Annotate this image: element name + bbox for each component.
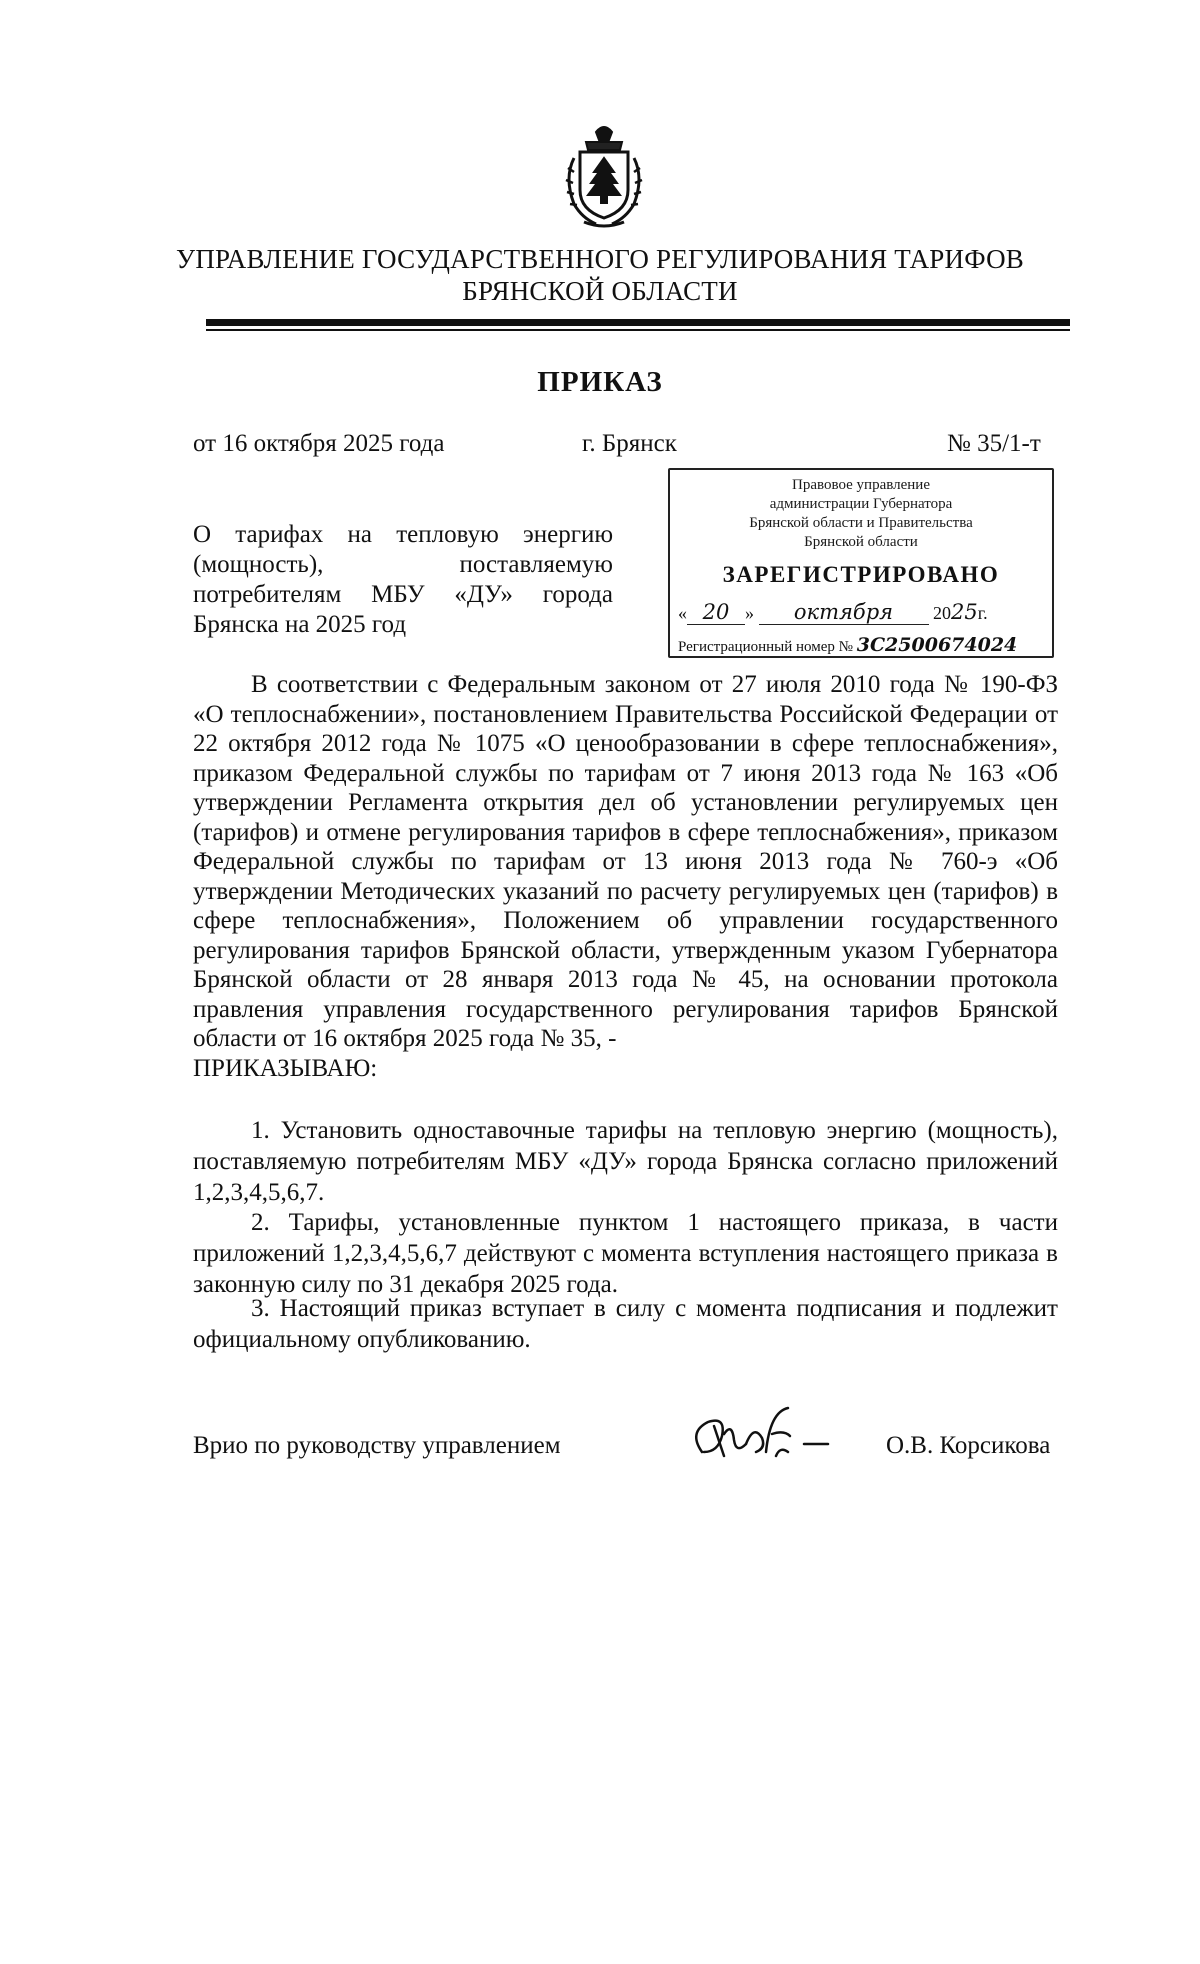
subject-line: потребителям МБУ «ДУ» города: [193, 581, 613, 608]
document-title: ПРИКАЗ: [537, 366, 663, 398]
subject-line: Брянска на 2025 год: [193, 611, 407, 638]
stamp-year-prefix: 20: [933, 603, 951, 623]
preamble-paragraph: [193, 670, 1058, 1083]
stamp-line: Брянской области и Правительства: [749, 515, 973, 531]
header-rule-thin: [206, 329, 1070, 331]
stamp-header: [670, 476, 1052, 552]
stamp-reg-label: Регистрационный номер №: [678, 639, 853, 655]
document-number: № 35/1-т: [947, 430, 1041, 457]
order-item-1: 1. Установить одноставочные тарифы на тепловую энергию (мощность), поставляемую потребителям МБУ «ДУ» города Брянска согласно приложений 1,2,3,4,5,6,7.: [193, 1117, 1058, 1206]
organization-name-line1: УПРАВЛЕНИЕ ГОСУДАРСТВЕННОГО РЕГУЛИРОВАНИЯ ТАРИФОВ: [176, 244, 1024, 274]
order-word: ПРИКАЗЫВАЮ:: [193, 1054, 378, 1082]
registration-stamp: [668, 468, 1054, 658]
order-item-2: 2. Тарифы, установленные пунктом 1 настоящего приказа, в части приложений 1,2,3,4,5,6,7 действуют с момента вступления настоящего приказа в законную силу по 31 декабря 2025 года.: [193, 1209, 1058, 1298]
signatory-name: О.В. Корсикова: [886, 1432, 1051, 1459]
stamp-year-end: г.: [977, 603, 988, 623]
stamp-line: Правовое управление: [792, 477, 930, 493]
stamp-line: Брянской области: [804, 534, 918, 550]
stamp-reg-number: 3С2500674024: [856, 634, 1018, 656]
document-subject: [193, 520, 613, 640]
stamp-day: 20: [687, 600, 745, 625]
order-item-3: 3. Настоящий приказ вступает в силу с момента подписания и подлежит официальному опубликованию.: [193, 1295, 1058, 1353]
handwritten-signature: [680, 1404, 840, 1474]
stamp-registered: ЗАРЕГИСТРИРОВАНО: [722, 562, 1000, 587]
stamp-number-row: [678, 634, 1048, 656]
coat-of-arms-icon: [556, 118, 652, 232]
stamp-date-row: « 20 » октября 2025г.: [678, 600, 988, 624]
document-date: от 16 октября 2025 года: [193, 430, 445, 457]
organization-name-line2: БРЯНСКОЙ ОБЛАСТИ: [462, 276, 738, 306]
stamp-year-suffix: 25: [951, 600, 978, 624]
preamble-text: В соответствии с Федеральным законом от 27 июля 2010 года № 190-ФЗ «О теплоснабжении», постановлением Правительства Российской Федерации от 22 октября 2012 года № 1075 «О ценообразовании в сфере теплоснабжения», приказом Федеральной службы по тарифам от 7 июня 2013 года № 163 «Об утверждении Регламента открытия дел об установлении регулируемых цен (тарифов) и отмене регулирования тарифов в сфере теплоснабжения», приказом Федеральной службы по тарифам от 13 июня 2013 года № 760-э «Об утверждении Методических указаний по расчету регулируемых цен (тарифов) в сфере теплоснабжения», Положением об управлении государственного регулирования тарифов Брянской области, утвержденным указом Губернатора Брянской области от 28 января 2013 года № 45, на основании протокола правления управления государственного регулирования тарифов Брянской области от 16 октября 2025 года № 35, -: [193, 671, 1058, 1052]
subject-line: О тарифах на тепловую энергию: [193, 521, 613, 548]
stamp-line: администрации Губернатора: [769, 496, 953, 512]
subject-line: (мощность), поставляемую: [193, 551, 613, 578]
stamp-month: октября: [759, 600, 929, 625]
header-rule-thick: [206, 319, 1070, 326]
signatory-position: Врио по руководству управлением: [193, 1432, 561, 1459]
document-city: г. Брянск: [582, 430, 677, 457]
